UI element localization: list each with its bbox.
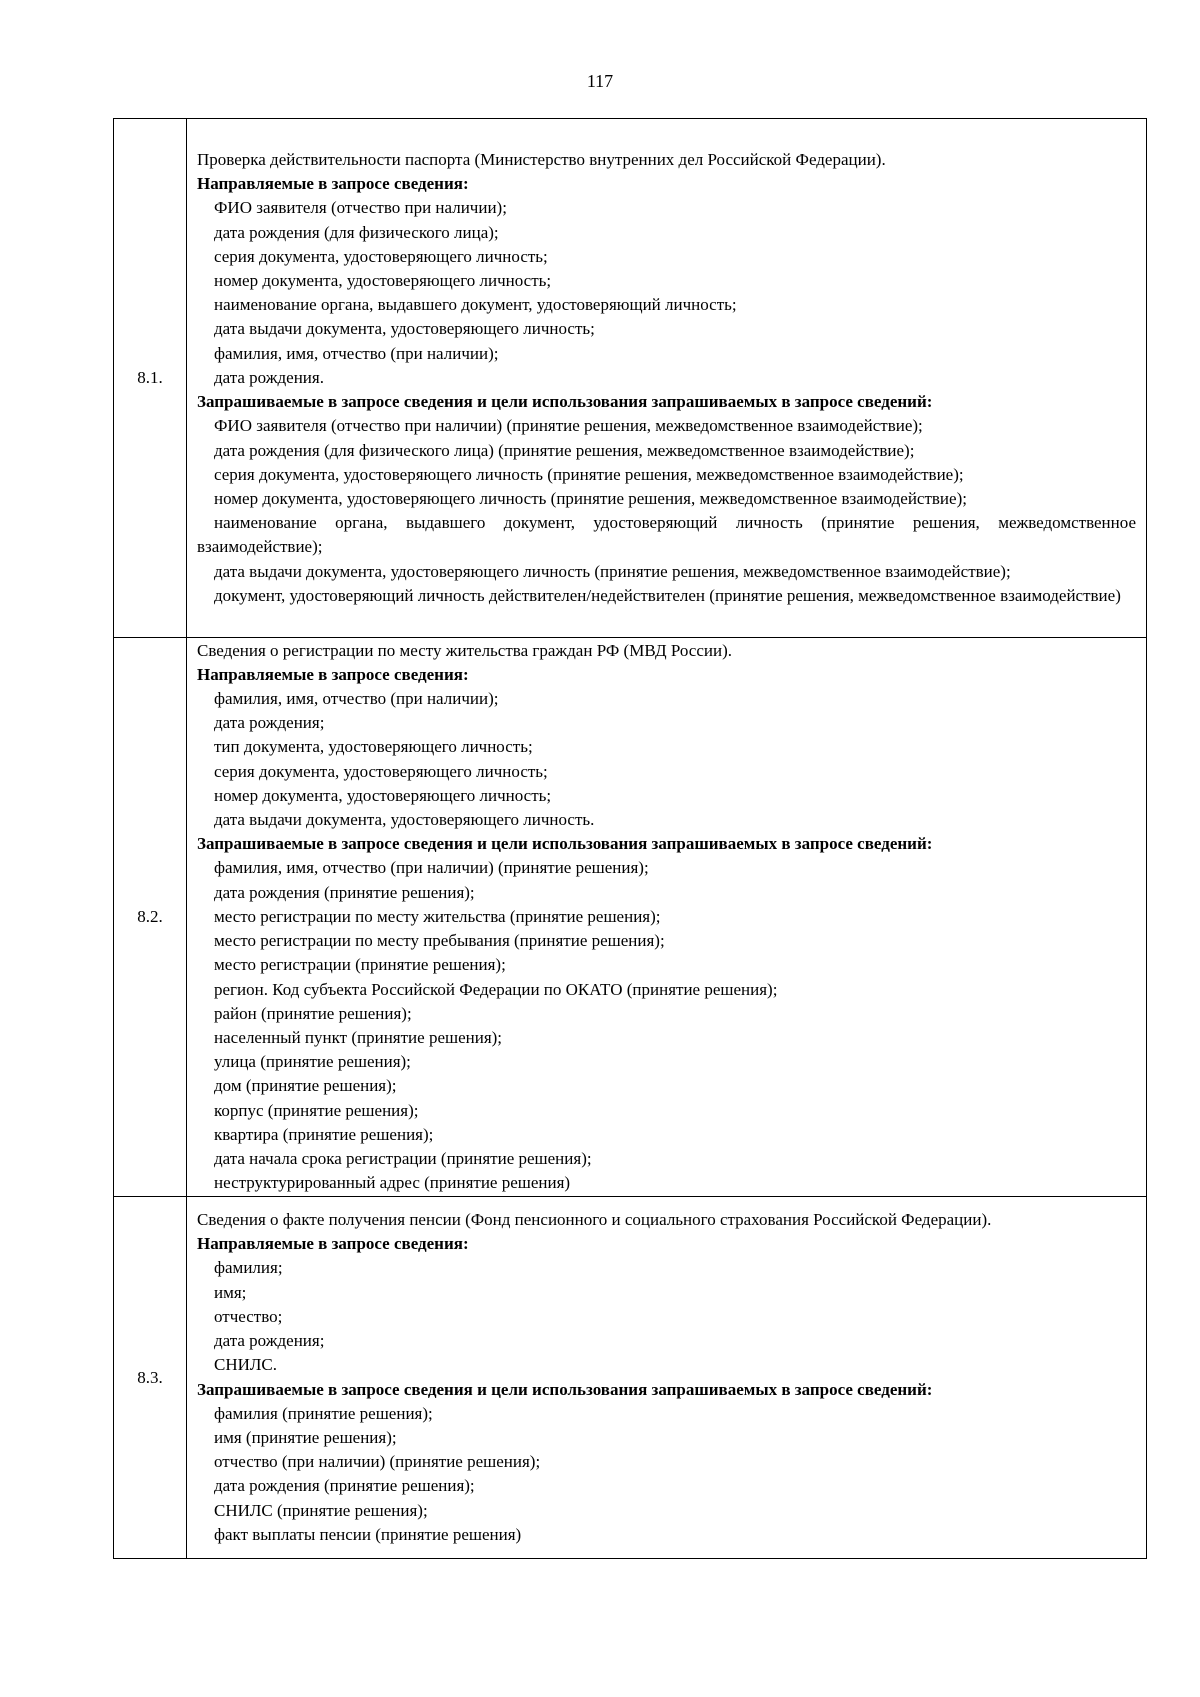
requested-heading: Запрашиваемые в запросе сведения и цели использования запрашиваемых в запросе сведений:: [197, 834, 933, 854]
section-title: Сведения о регистрации по месту жительства граждан РФ (МВД России).: [197, 640, 733, 660]
list-item: населенный пункт (принятие решения);: [214, 1027, 503, 1047]
list-item: квартира (принятие решения);: [214, 1124, 434, 1144]
list-item: дата выдачи документа, удостоверяющего личность (принятие решения, межведомственное взаимодействие);: [214, 561, 1011, 581]
list-item: неструктурированный адрес (принятие решения): [214, 1173, 571, 1193]
list-item: номер документа, удостоверяющего личность (принятие решения, межведомственное взаимодействие);: [214, 488, 967, 508]
list-item: отчество;: [214, 1306, 283, 1326]
requested-heading: Запрашиваемые в запросе сведения и цели использования запрашиваемых в запросе сведений:: [197, 1379, 933, 1399]
section-content: [187, 1197, 1147, 1559]
table-row: [114, 638, 1147, 1197]
list-item: место регистрации (принятие решения);: [214, 955, 506, 975]
list-item: серия документа, удостоверяющего личность;: [214, 246, 548, 266]
list-item: документ, удостоверяющий личность действителен/недействителен (принятие решения, межведомственное взаимодействие): [214, 585, 1121, 605]
list-item: дата рождения.: [214, 367, 324, 387]
section-number: 8.3.: [114, 1197, 187, 1559]
section-title: Сведения о факте получения пенсии (Фонд пенсионного и социального страхования Российской Федерации).: [197, 1210, 992, 1230]
list-item: имя;: [214, 1282, 247, 1302]
list-item: ФИО заявителя (отчество при наличии) (принятие решения, межведомственное взаимодействие);: [214, 416, 923, 436]
section-number: 8.1.: [114, 119, 187, 638]
requests-table: [113, 118, 1147, 1559]
sent-heading: Направляемые в запросе сведения:: [197, 1234, 469, 1254]
list-item: дата рождения (принятие решения);: [214, 882, 475, 902]
list-item: отчество (при наличии) (принятие решения);: [214, 1452, 541, 1472]
list-item: наименование органа, выдавшего документ, удостоверяющий личность;: [214, 295, 737, 315]
list-item: СНИЛС.: [214, 1355, 278, 1375]
list-item: факт выплаты пенсии (принятие решения): [214, 1524, 522, 1544]
list-item: тип документа, удостоверяющего личность;: [214, 737, 533, 757]
list-item: серия документа, удостоверяющего личность (принятие решения, межведомственное взаимодействие);: [214, 464, 964, 484]
section-number: 8.2.: [114, 638, 187, 1197]
list-item: дата рождения (для физического лица);: [214, 222, 499, 242]
list-item: номер документа, удостоверяющего личность;: [214, 271, 552, 291]
section-content: [187, 119, 1147, 638]
list-item: регион. Код субъекта Российской Федерации по ОКАТО (принятие решения);: [214, 979, 778, 999]
list-item: имя (принятие решения);: [214, 1427, 397, 1447]
list-item: наименование органа, выдавшего документ, удостоверяющий личность (принятие решения, межведомственное взаимодействие);: [197, 513, 1136, 557]
list-item: дата выдачи документа, удостоверяющего личность;: [214, 319, 595, 339]
list-item: дата рождения;: [214, 1331, 325, 1351]
list-item: серия документа, удостоверяющего личность;: [214, 761, 548, 781]
sent-heading: Направляемые в запросе сведения:: [197, 174, 469, 194]
list-item: СНИЛС (принятие решения);: [214, 1500, 428, 1520]
table-row: [114, 119, 1147, 638]
list-item: фамилия;: [214, 1258, 283, 1278]
list-item: ФИО заявителя (отчество при наличии);: [214, 198, 507, 218]
section-content: [187, 638, 1147, 1197]
sent-heading: Направляемые в запросе сведения:: [197, 664, 469, 684]
list-item: дата рождения (для физического лица) (принятие решения, межведомственное взаимодействие);: [214, 440, 915, 460]
list-item: место регистрации по месту пребывания (принятие решения);: [214, 931, 665, 951]
list-item: место регистрации по месту жительства (принятие решения);: [214, 906, 661, 926]
list-item: номер документа, удостоверяющего личность;: [214, 785, 552, 805]
page-number: 117: [586, 71, 614, 91]
requested-heading: Запрашиваемые в запросе сведения и цели использования запрашиваемых в запросе сведений:: [197, 392, 933, 412]
list-item: фамилия, имя, отчество (при наличии);: [214, 689, 499, 709]
section-title: Проверка действительности паспорта (Министерство внутренних дел Российской Федерации).: [197, 150, 886, 170]
list-item: дата рождения (принятие решения);: [214, 1476, 475, 1496]
list-item: район (принятие решения);: [214, 1003, 412, 1023]
list-item: фамилия, имя, отчество (при наличии) (принятие решения);: [214, 858, 649, 878]
table-row: [114, 1197, 1147, 1559]
list-item: фамилия (принятие решения);: [214, 1403, 433, 1423]
list-item: дата выдачи документа, удостоверяющего личность.: [214, 810, 595, 830]
list-item: улица (принятие решения);: [214, 1052, 411, 1072]
list-item: дата рождения;: [214, 713, 325, 733]
list-item: фамилия, имя, отчество (при наличии);: [214, 343, 499, 363]
list-item: корпус (принятие решения);: [214, 1100, 419, 1120]
list-item: дата начала срока регистрации (принятие решения);: [214, 1148, 592, 1168]
list-item: дом (принятие решения);: [214, 1076, 397, 1096]
